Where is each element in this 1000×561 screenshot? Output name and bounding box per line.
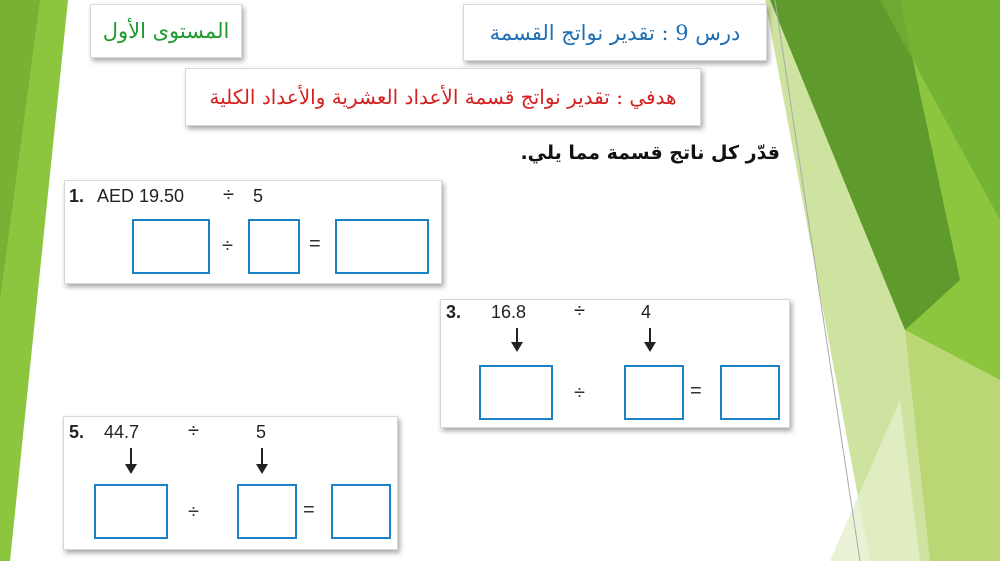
problem-divisor: 4 xyxy=(641,302,652,322)
estimate-dividend-input[interactable] xyxy=(479,365,553,420)
estimate-divisor-input[interactable] xyxy=(248,219,300,274)
estimate-answer-input[interactable] xyxy=(335,219,429,274)
problem-dividend: AED 19.50 xyxy=(97,186,185,206)
problem-dividend: 16.8 xyxy=(491,302,527,322)
problem-operator: ÷ xyxy=(223,184,234,206)
lesson-title: درس 9 : تقدير نواتج القسمة xyxy=(489,20,741,45)
goal-text: هدفي : تقدير نواتج قسمة الأعداد العشرية والأعداد الكلية xyxy=(209,85,677,109)
problem-operator: ÷ xyxy=(574,300,585,322)
problem-1-card xyxy=(64,180,442,284)
estimate-divisor-input[interactable] xyxy=(237,484,297,539)
problem-dividend: 44.7 xyxy=(104,422,140,442)
down-arrow-icon xyxy=(516,328,518,344)
estimate-answer-input[interactable] xyxy=(331,484,391,539)
division-sign: ÷ xyxy=(222,235,233,257)
problem-number: 5. xyxy=(69,422,85,442)
down-arrow-icon xyxy=(649,328,651,344)
down-arrow-icon xyxy=(261,448,263,466)
equals-sign: = xyxy=(309,233,321,255)
problem-operator: ÷ xyxy=(188,420,199,442)
equals-sign: = xyxy=(690,380,702,402)
problem-number: 3. xyxy=(446,302,462,322)
problem-5-card xyxy=(63,416,398,550)
estimate-answer-input[interactable] xyxy=(720,365,780,420)
equals-sign: = xyxy=(303,499,315,521)
goal-box xyxy=(185,68,701,126)
problem-number: 1. xyxy=(69,186,85,206)
problem-3-card xyxy=(440,299,790,428)
estimate-dividend-input[interactable] xyxy=(132,219,210,274)
division-sign: ÷ xyxy=(188,501,199,523)
instruction-text: قدّر كل ناتج قسمة مما يلي. xyxy=(520,142,780,164)
estimate-divisor-input[interactable] xyxy=(624,365,684,420)
division-sign: ÷ xyxy=(574,382,585,404)
problem-divisor: 5 xyxy=(253,186,264,206)
problem-divisor: 5 xyxy=(256,422,267,442)
down-arrow-icon xyxy=(130,448,132,466)
lesson-title-box xyxy=(463,4,767,61)
level-text: المستوى الأول xyxy=(102,19,230,43)
estimate-dividend-input[interactable] xyxy=(94,484,168,539)
level-box xyxy=(90,4,242,58)
